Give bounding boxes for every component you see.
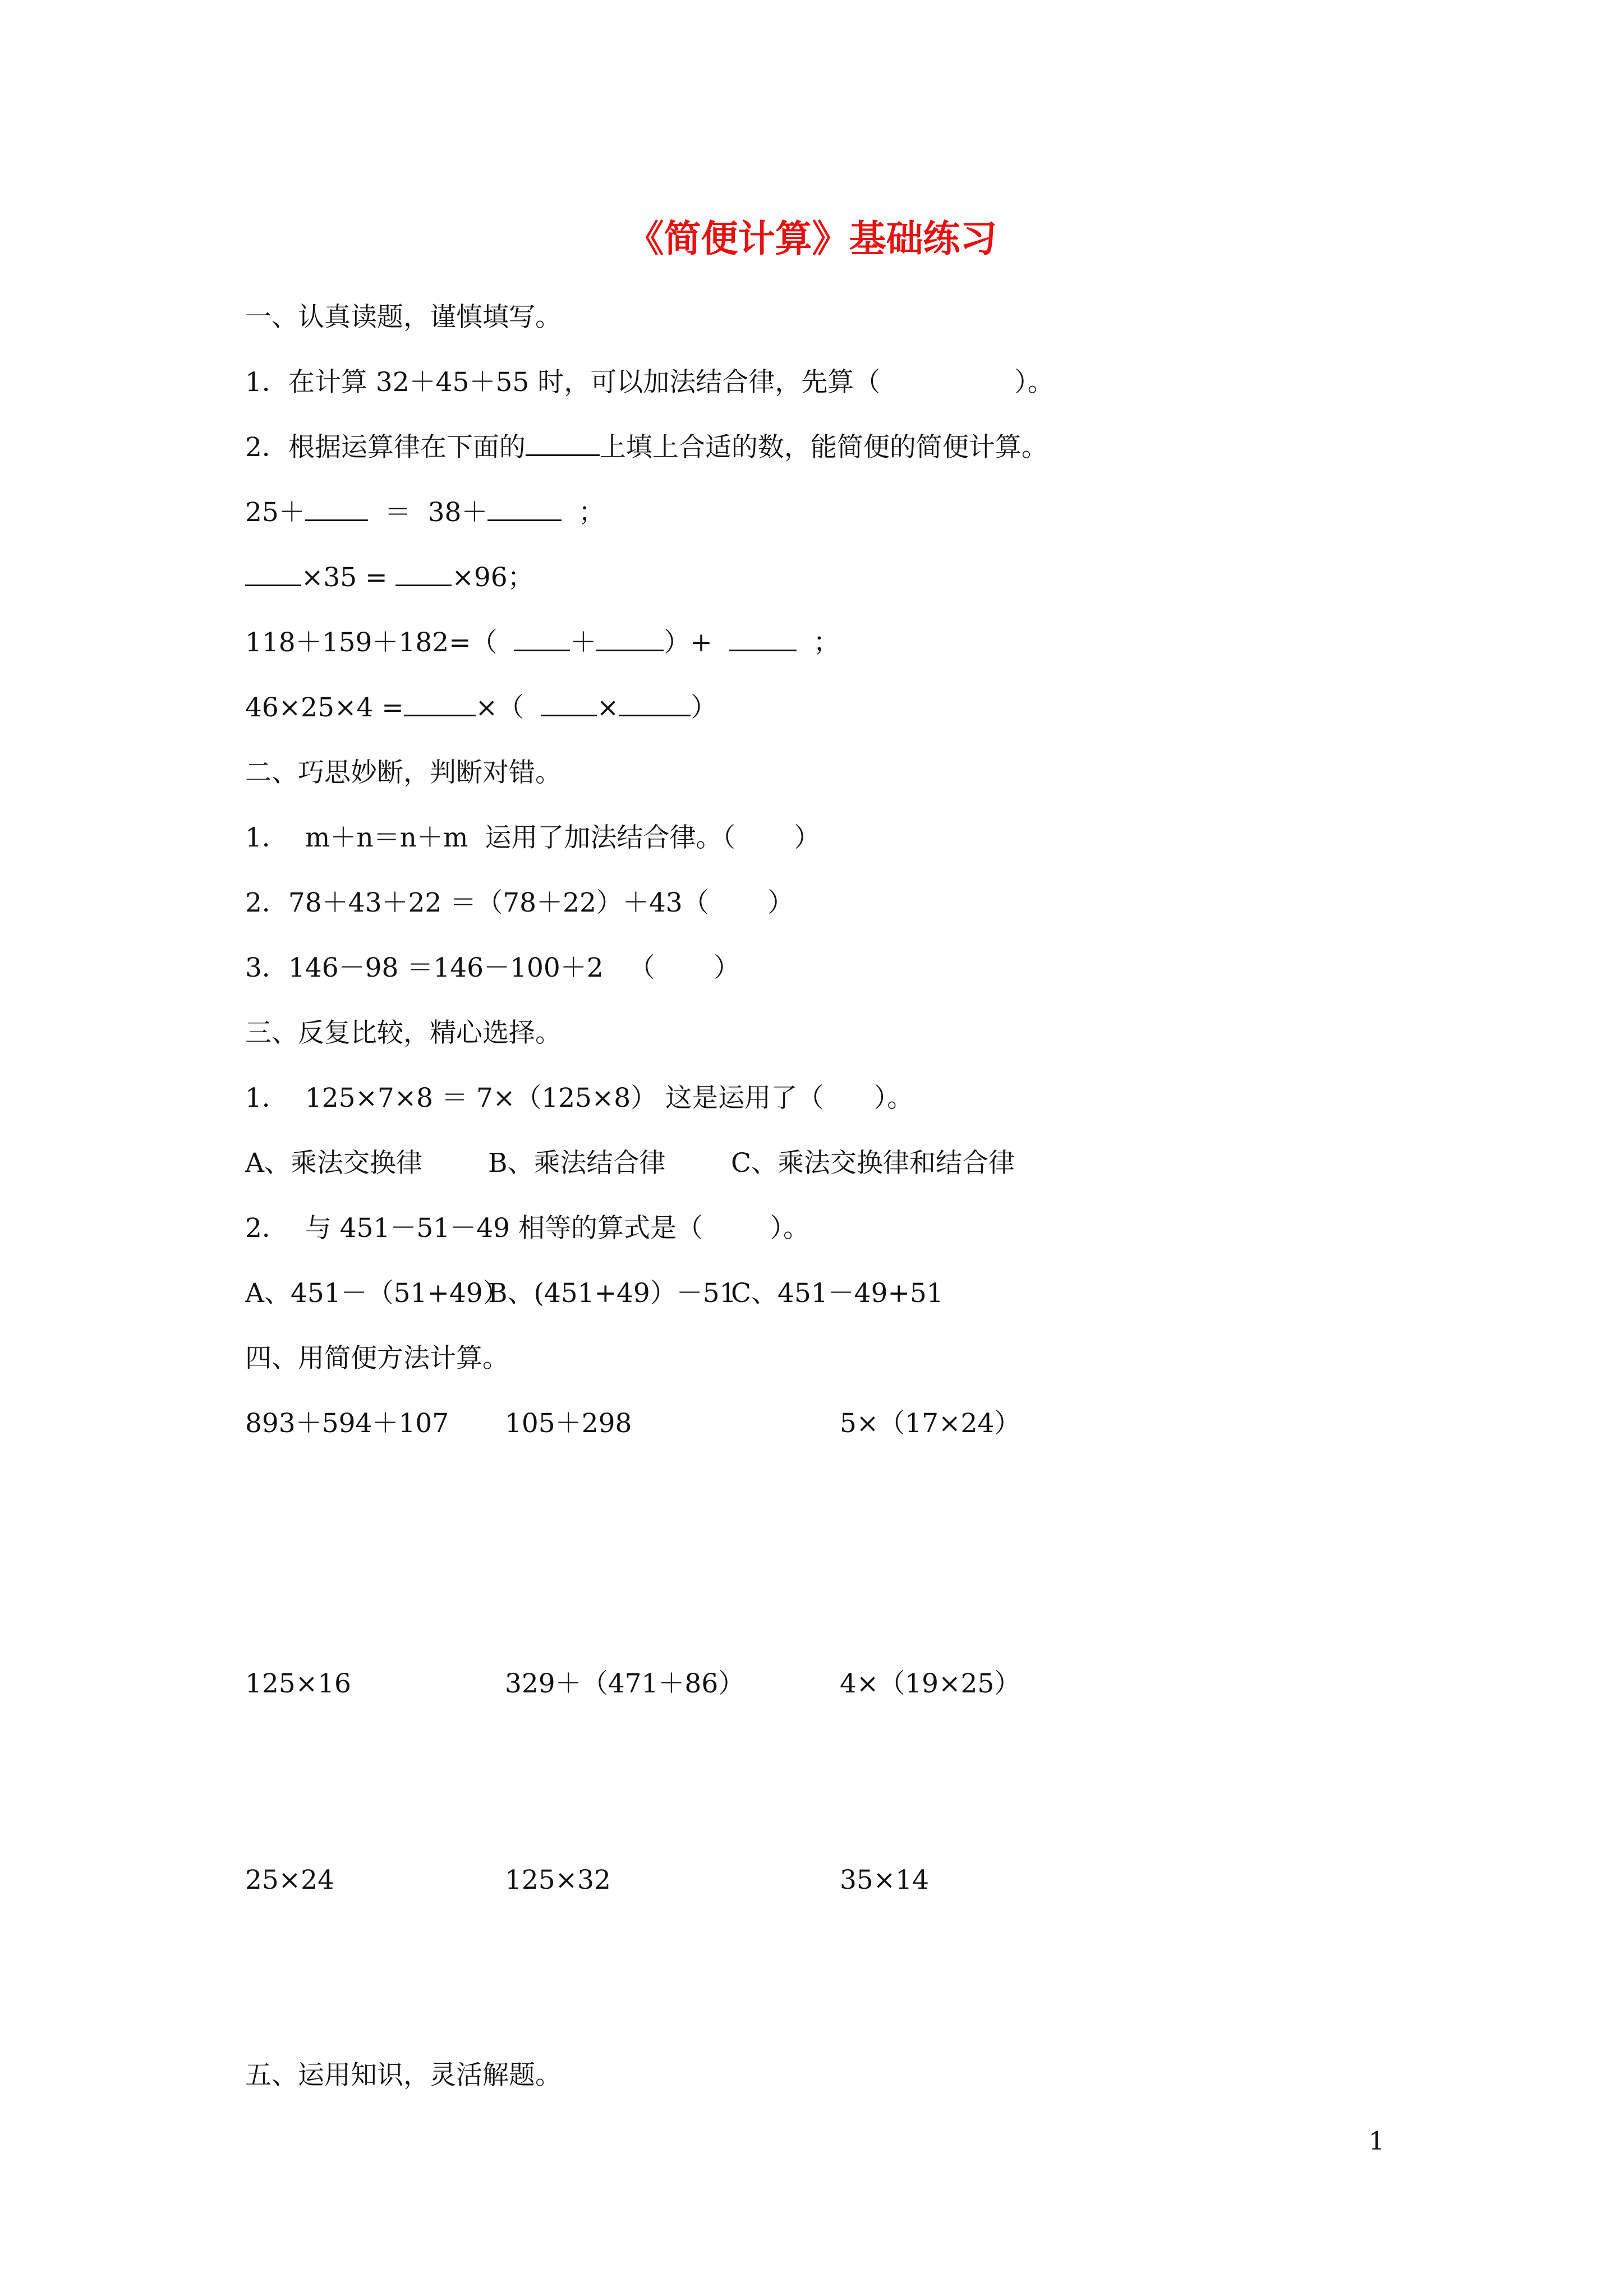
fill-line-1-part-b: ＝ 38＋: [367, 497, 488, 528]
calc-item: 5×（17×24）: [840, 1408, 1021, 1439]
calc-item: 125×32: [505, 1865, 611, 1895]
q2-blank-sample[interactable]: [526, 432, 600, 456]
fill-line-3-part-c: ）+: [664, 627, 729, 658]
calc-item: 893＋594＋107: [245, 1408, 449, 1439]
option-c[interactable]: C、451－49+51: [731, 1278, 944, 1309]
fill-line-3: [245, 626, 840, 660]
section-2-question-1: 1． m＋n＝n＋m 运用了加法结合律。（ ）: [245, 822, 821, 853]
calc-item: 125×16: [245, 1668, 351, 1699]
section-3-question-2-options: [245, 1277, 944, 1310]
fill-line-1-part-a: 25＋: [245, 497, 305, 528]
fill-line-3-part-a: 118＋159＋182=（: [245, 627, 514, 658]
fill-line-4: [245, 691, 717, 725]
fill-line-4-part-c: ×: [596, 692, 619, 723]
section-1-question-2: [245, 431, 1048, 464]
section-2-question-3: 3．146－98 ＝146－100＋2 （ ）: [245, 953, 740, 983]
option-b[interactable]: B、(451+49）－51: [488, 1278, 737, 1309]
fill-blank[interactable]: [541, 692, 597, 716]
section-1-question-1: 1．在计算 32＋45＋55 时，可以加法结合律，先算（ ）。: [245, 367, 1054, 398]
fill-blank[interactable]: [404, 692, 476, 716]
q2-text-after: 上填上合适的数，能简便的简便计算。: [599, 432, 1048, 463]
fill-blank[interactable]: [395, 562, 452, 586]
section-4-heading: 四、用简便方法计算。: [245, 1343, 509, 1374]
section-2-question-2: 2．78＋43＋22 ＝（78＋22）＋43（ ）: [245, 887, 794, 918]
option-a[interactable]: A、乘法交换律: [245, 1148, 422, 1179]
option-a[interactable]: A、451－（51+49）: [245, 1278, 509, 1309]
fill-blank[interactable]: [487, 497, 562, 521]
fill-blank[interactable]: [619, 692, 691, 716]
section-3-question-1-options: [245, 1147, 1015, 1180]
section-2-heading: 二、巧思妙断，判断对错。: [245, 757, 562, 788]
calc-item: 4×（19×25）: [840, 1668, 1021, 1699]
option-b[interactable]: B、乘法结合律: [488, 1148, 666, 1179]
section-3-heading: 三、反复比较，精心选择。: [245, 1018, 562, 1048]
page-number: 1: [1369, 2127, 1384, 2156]
calc-item: 105＋298: [505, 1408, 632, 1439]
fill-line-2-part-c: ×96；: [452, 562, 534, 593]
fill-line-3-part-d: ；: [796, 627, 840, 658]
section-3-question-1: 1． 125×7×8 ＝ 7×（125×8） 这是运用了（ ）。: [245, 1083, 914, 1114]
document-title: 《简便计算》基础练习: [627, 217, 997, 260]
option-c[interactable]: C、乘法交换律和结合律: [731, 1148, 1015, 1179]
calc-item: 329＋（471＋86）: [505, 1668, 745, 1699]
fill-line-1-part-c: ；: [562, 497, 605, 528]
calc-item: 25×24: [245, 1865, 334, 1895]
fill-blank[interactable]: [514, 627, 570, 651]
fill-line-4-part-d: ）: [691, 692, 717, 723]
fill-blank[interactable]: [729, 627, 797, 651]
fill-line-4-part-b: ×（: [475, 692, 541, 723]
section-1-heading: 一、认真读题，谨慎填写。: [245, 302, 562, 333]
fill-line-4-part-a: 46×25×4 =: [245, 692, 404, 723]
fill-blank[interactable]: [245, 562, 301, 586]
section-5-heading: 五、运用知识，灵活解题。: [245, 2060, 562, 2091]
fill-blank[interactable]: [305, 497, 368, 521]
fill-line-2: [245, 561, 534, 595]
fill-line-2-part-b: ×35 =: [301, 562, 396, 593]
section-3-question-2: 2． 与 451－51－49 相等的算式是（ ）。: [245, 1213, 810, 1244]
fill-blank[interactable]: [596, 627, 664, 651]
fill-line-3-part-b: ＋: [570, 627, 597, 658]
fill-line-1: [245, 496, 605, 530]
q2-text-before: 2．根据运算律在下面的: [245, 432, 526, 463]
calc-item: 35×14: [840, 1865, 929, 1895]
